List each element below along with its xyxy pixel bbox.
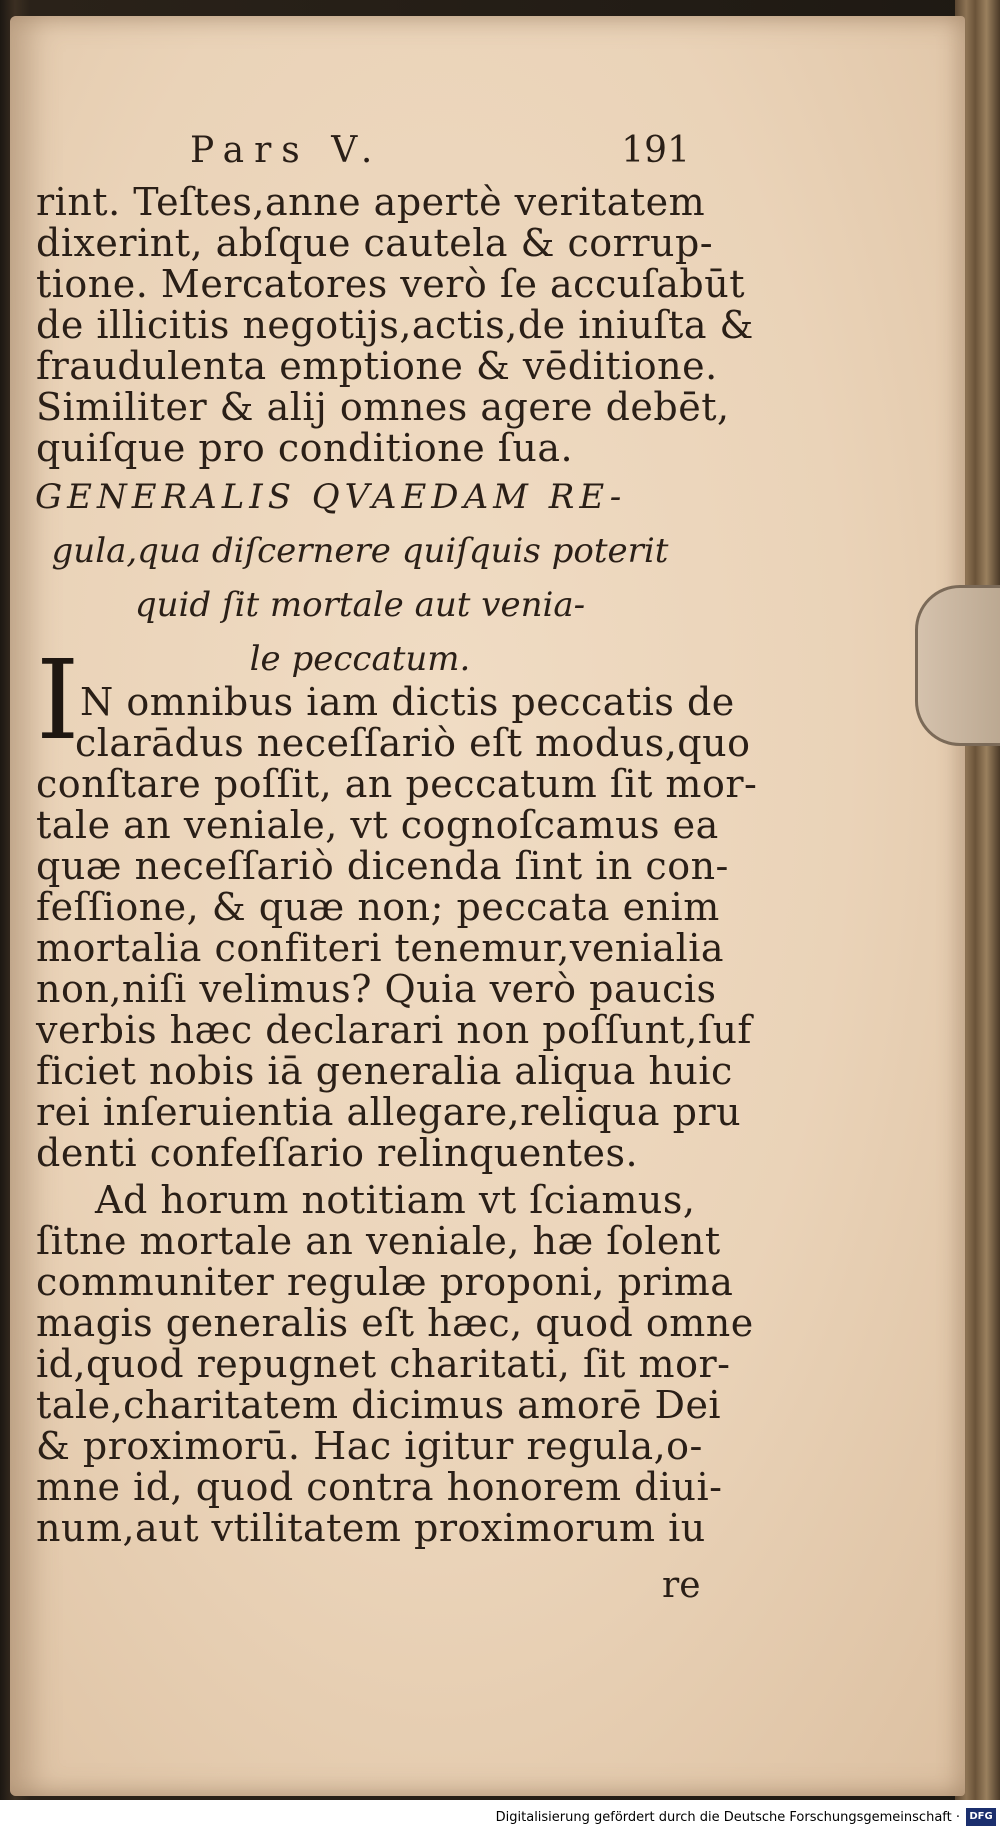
text-line: non,niſi velimus? Quia verò paucis [36, 967, 717, 1011]
text-line: quæ neceſſariò dicenda ſint in con- [36, 844, 729, 888]
text-line: conſtare poſſit, an peccatum ſit mor- [36, 762, 758, 806]
text-line: Similiter & alij omnes agere debēt, [36, 385, 730, 429]
text-line: magis generalis eſt hæc, quod omne [36, 1301, 754, 1345]
page-clasp [915, 585, 1000, 746]
section-heading [30, 470, 690, 686]
running-head-title: Pars V. [190, 130, 383, 171]
text-line: mne id, quod contra honorem diui- [36, 1465, 723, 1509]
dfg-logo-icon: DFG [966, 1808, 996, 1826]
text-line: denti confeſſario relinquentes. [36, 1131, 639, 1175]
text-line: num,aut vtilitatem proximorum iu [36, 1506, 706, 1550]
heading-line-3: quid ſit mortale aut venia- [134, 585, 586, 625]
text-line: fraudulenta emptione & vēditione. [36, 344, 718, 388]
text-line: ficiet nobis iā generalia aliqua huic [36, 1049, 733, 1093]
text-line: verbis hæc declarari non poſſunt,ſuf [36, 1008, 752, 1052]
text-line: tale an veniale, vt cognoſcamus ea [36, 803, 719, 847]
text-line: Ad horum notitiam vt ſciamus, [95, 1178, 696, 1222]
heading-line-1: GENERALIS QVAEDAM RE- [35, 477, 627, 517]
heading-line-2: gula,qua diſcernere quiſquis poterit [51, 531, 669, 571]
text-line: feſſione, & quæ non; peccata enim [36, 885, 720, 929]
text-line: tale,charitatem dicimus amorē Dei [36, 1383, 722, 1427]
text-line: ſitne mortale an veniale, hæ ſolent [36, 1219, 721, 1263]
text-line: id,quod repugnet charitati, ſit mor- [36, 1342, 731, 1386]
page-number: 191 [621, 130, 690, 171]
text-line: mortalia confiteri tenemur,venialia [36, 926, 725, 970]
text-line: clarādus neceſſariò eſt modus,quo [75, 721, 751, 765]
text-line: de illicitis negotijs,actis,de iniuſta & [36, 303, 754, 347]
heading-line-4: le peccatum. [249, 639, 471, 679]
text-line: dixerint, abſque cautela & corrup- [36, 221, 714, 265]
running-head [190, 130, 690, 180]
text-line: quiſque pro conditione ſua. [36, 426, 574, 470]
drop-cap: I [36, 636, 80, 764]
footer-bar [0, 1800, 1000, 1838]
text-line: & proximorū. Hac igitur regula,o- [36, 1424, 703, 1468]
text-line: N omnibus iam dictis peccatis de [80, 680, 735, 724]
footer-credit: Digitalisierung gefördert durch die Deutsche Forschungsgemeinschaft · [495, 1810, 960, 1825]
text-line: rei inſeruientia allegare,reliqua pru [36, 1090, 742, 1134]
text-line: rint. Teſtes,anne apertè veritatem [36, 180, 706, 224]
text-line: tione. Mercatores verò ſe accuſabūt [36, 262, 745, 306]
catchword: re [662, 1565, 701, 1606]
text-line: communiter regulæ proponi, prima [36, 1260, 734, 1304]
